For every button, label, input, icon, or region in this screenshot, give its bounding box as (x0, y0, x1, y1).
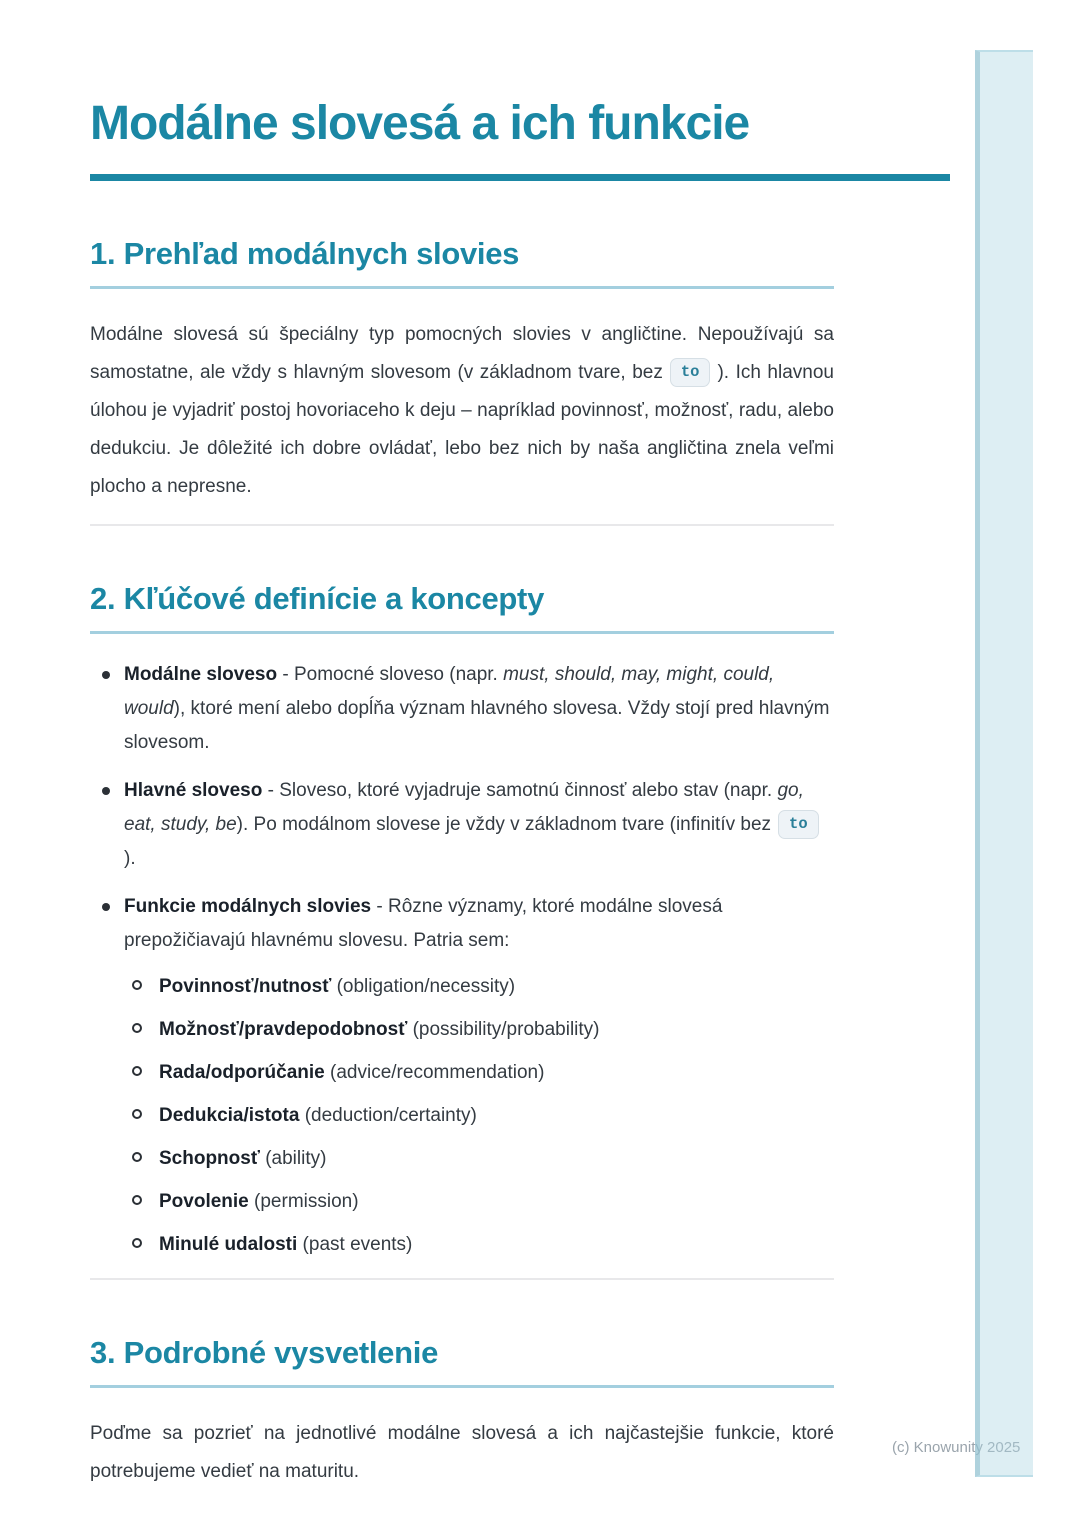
page-title: Modálne slovesá a ich funkcie (90, 97, 750, 150)
definition-text: - Rôzne významy, ktoré modálne slovesá prepožičiavajú hlavnému slovesu. Patria sem: (124, 896, 723, 951)
sublist-item (124, 972, 834, 1002)
function-term: Možnosť/pravdepodobnosť (159, 1019, 408, 1040)
list-item-main-verb (90, 774, 834, 876)
page-side-stripe (975, 50, 1033, 1477)
function-translation: (permission) (248, 1191, 359, 1212)
title-underline (90, 174, 950, 181)
section-2-underline (90, 631, 834, 634)
definition-term: Funkcie modálnych slovies (124, 896, 372, 917)
sublist-item (124, 1101, 834, 1131)
section-divider (90, 524, 834, 526)
function-translation: (ability) (259, 1148, 327, 1169)
intro-text-before: Modálne slovesá sú špeciálny typ pomocných slovies v angličtine. Nepoužívajú sa samostatne, ale vždy s hlavným slovesom (v základnom tvare, bez (90, 324, 834, 383)
section-1-underline (90, 286, 834, 289)
definition-text: ), ktoré mení alebo dopĺňa význam hlavného slovesa. Vždy stojí pred hlavným slovesom. (124, 698, 830, 753)
function-term: Dedukcia/istota (159, 1105, 300, 1126)
italic-examples: must, should, may, might, could, would (124, 664, 775, 719)
sublist-item (124, 1144, 834, 1174)
section-divider (90, 1278, 834, 1280)
function-term: Povolenie (159, 1191, 249, 1212)
function-term: Povinnosť/nutnosť (159, 976, 332, 997)
inline-code-to: to (670, 358, 711, 387)
section-3-underline (90, 1385, 834, 1388)
section-3-paragraph: Poďme sa pozrieť na jednotlivé modálne slovesá a ich najčastejšie funkcie, ktoré potrebujeme vedieť na maturitu. (90, 1423, 834, 1482)
definition-term: Modálne sloveso (124, 664, 278, 685)
sublist-item (124, 1230, 834, 1260)
function-term: Minulé udalosti (159, 1234, 298, 1255)
sublist-item (124, 1015, 834, 1045)
definition-text: ). Po modálnom slovese je vždy v základnom tvare (infinitív bez (236, 814, 772, 835)
italic-examples: go, eat, study, be (124, 780, 804, 835)
function-term: Schopnosť (159, 1148, 260, 1169)
inline-code-to: to (778, 810, 819, 839)
definitions-list (90, 658, 834, 1260)
list-item-modal-verb (90, 658, 834, 760)
intro-text-after: ). Ich hlavnou úlohou je vyjadriť postoj hovoriaceho k deju – napríklad povinnosť, možnosť, radu, alebo dedukciu. Je dôležité ich dobre ovládať, lebo bez nich by naša angličtina znela veľmi plocho a nepresne. (90, 362, 834, 497)
function-translation: (obligation/necessity) (331, 976, 516, 997)
list-item-modal-functions (90, 890, 834, 1260)
copyright-note: (c) Knowunity 2025 (892, 1439, 1021, 1456)
intro-paragraph (90, 316, 834, 506)
section-3-heading: 3. Podrobné vysvetlenie (90, 1335, 439, 1370)
function-translation: (advice/recommendation) (324, 1062, 545, 1083)
function-term: Rada/odporúčanie (159, 1062, 325, 1083)
sublist-item (124, 1058, 834, 1088)
section-2-heading: 2. Kľúčové definície a koncepty (90, 581, 545, 616)
definition-text: - Pomocné sloveso (napr. (277, 664, 504, 685)
document-content (90, 0, 834, 1491)
function-translation: (past events) (297, 1234, 413, 1255)
functions-sublist (124, 972, 834, 1260)
definition-text: ). (124, 848, 136, 869)
function-translation: (deduction/certainty) (299, 1105, 477, 1126)
function-translation: (possibility/probability) (407, 1019, 600, 1040)
definition-text: - Sloveso, ktoré vyjadruje samotnú činnosť alebo stav (napr. (262, 780, 778, 801)
sublist-item (124, 1187, 834, 1217)
section-1-heading: 1. Prehľad modálnych slovies (90, 236, 520, 271)
definition-term: Hlavné sloveso (124, 780, 263, 801)
